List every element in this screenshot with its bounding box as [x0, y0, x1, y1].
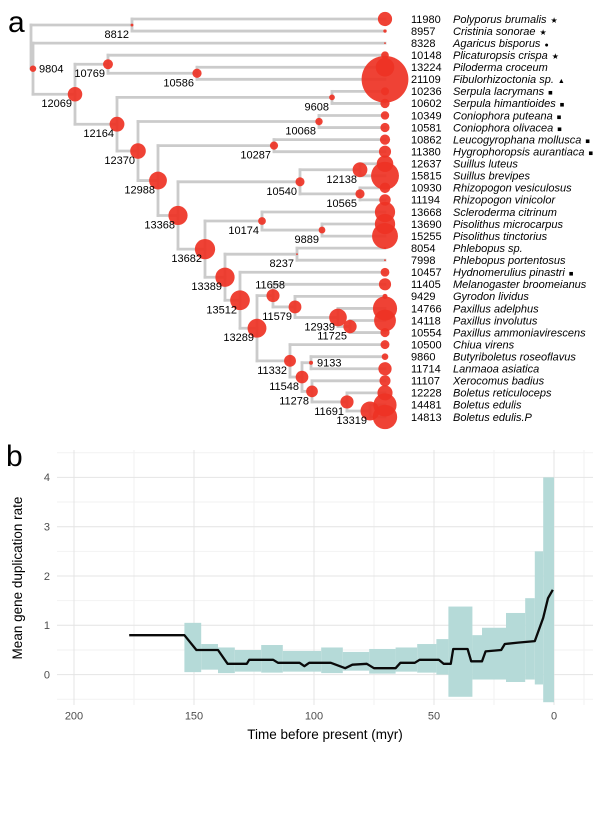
tree-node-label: 11332 — [257, 364, 287, 377]
tree-node-circle — [329, 95, 335, 101]
tree-node-label: 10174 — [228, 225, 259, 238]
x-tick-label: 100 — [304, 710, 324, 723]
tree-tip-label: 10930 Rhizopogon vesiculosus — [411, 182, 572, 195]
tree-node-label: 9804 — [39, 63, 64, 76]
y-tick-label: 1 — [43, 620, 50, 633]
tree-tip-label: 11107 Xerocomus badius — [411, 375, 545, 388]
tree-tip-label: 12228 Boletus reticuloceps — [411, 387, 552, 400]
tree-node-label: 12069 — [41, 98, 72, 111]
tree-tip-label: 11380 Hygrophoropsis aurantiaca ■ — [411, 146, 593, 159]
tree-tip-circle — [380, 123, 389, 132]
y-tick-label: 4 — [43, 472, 50, 485]
tree-tip-circle — [381, 340, 390, 349]
tree-node-label: 10287 — [240, 149, 271, 162]
tree-tip-label: 10236 Serpula lacrymans ■ — [411, 86, 553, 99]
band-segment — [321, 647, 343, 673]
tree-node-label: 9608 — [304, 101, 329, 114]
band-segment — [417, 644, 436, 673]
tree-tip-label: 9860 Butyriboletus roseoflavus — [411, 351, 576, 364]
band-segment — [369, 649, 395, 674]
tree-node-label: 12939 — [304, 321, 335, 334]
confidence-band — [184, 477, 554, 702]
y-tick-label: 0 — [43, 669, 50, 682]
tree-tip-circle — [380, 134, 390, 144]
tree-tip-label: 14118 Paxillus involutus — [411, 315, 538, 328]
tree-node-circle — [309, 361, 313, 365]
tree-tip-label: 10457 Hydnomerulius pinastri ■ — [411, 267, 574, 280]
tree-tip-circle — [379, 375, 390, 386]
band-segment — [396, 647, 418, 671]
panel-b-chart — [44, 450, 593, 723]
tree-tip-label: 14813 Boletus edulis.P — [411, 411, 532, 424]
tree-tip-label: 21109 Fibulorhizoctonia sp. ▲ — [411, 74, 565, 87]
panel-a-label: a — [8, 6, 25, 39]
tree-tip-circle — [373, 405, 397, 429]
tree-tip-circle — [372, 223, 398, 249]
tree-tip-circle — [380, 99, 389, 108]
x-axis-title: Time before present (myr) — [247, 727, 403, 742]
band-segment — [184, 623, 201, 672]
tree-node-label: 11278 — [279, 395, 309, 408]
tree-node-label: 8237 — [269, 258, 294, 271]
tree-tip-circle — [378, 12, 392, 26]
tree-tip-label: 8328 Agaricus bisporus ● — [411, 37, 549, 50]
tree-tip-label: 14481 Boletus edulis — [411, 399, 522, 412]
tree-tip-label: 15815 Suillus brevipes — [411, 170, 531, 183]
tree-tip-circle — [382, 353, 389, 360]
tree-node-label: 9889 — [294, 234, 319, 247]
tree-tip-label: 8957 Cristinia sonorae ★ — [411, 25, 547, 38]
tree-node-label: 10540 — [266, 185, 297, 198]
tree-tip-circle — [381, 87, 389, 95]
tree-node-label: 10586 — [163, 77, 194, 90]
tree-node-label: 9133 — [317, 357, 342, 370]
band-segment — [525, 598, 535, 679]
tree-tip-label: 10148 Plicaturopsis crispa ★ — [411, 49, 559, 62]
tree-tip-circle — [379, 278, 391, 290]
tree-node-label: 11548 — [269, 381, 299, 394]
chart-tick-labels — [44, 472, 557, 722]
tree-tip-label: 13224 Piloderma croceum — [411, 62, 548, 75]
tree-node-label: 10769 — [74, 68, 105, 81]
tree-tip-label: 14766 Paxillus adelphus — [411, 303, 539, 316]
y-tick-label: 2 — [43, 570, 50, 583]
tree-tip-label: 7998 Phlebopus portentosus — [411, 255, 566, 268]
tree-tip-circle — [381, 268, 390, 277]
tree-node-label: 13512 — [206, 304, 237, 317]
tree-tip-circle — [378, 362, 391, 375]
tree-tip-circle — [380, 183, 390, 193]
panel-a-tree — [30, 12, 594, 429]
tree-tip-label: 11714 Lanmaoa asiatica — [411, 363, 540, 376]
tree-tip-circle — [362, 56, 409, 103]
tree-node-label: 11579 — [262, 310, 292, 323]
x-tick-label: 200 — [64, 710, 84, 723]
tree-node-label: 11691 — [314, 405, 344, 418]
tree-node-circle — [131, 24, 134, 27]
tree-tip-circle — [380, 328, 389, 337]
tree-node-circle — [270, 142, 278, 150]
tree-tip-label: 10500 Chiua virens — [411, 339, 515, 352]
tree-tip-label: 11194 Rhizopogon vinicolor — [411, 194, 556, 207]
tree-node-label: 13682 — [171, 253, 202, 266]
tree-labels — [39, 14, 593, 427]
x-tick-label: 0 — [550, 710, 558, 723]
tree-node-label: 12164 — [83, 128, 114, 141]
tree-tip-label: 15255 Pisolithus tinctorius — [411, 230, 548, 243]
tree-node-circle — [315, 118, 322, 125]
tree-tip-circle — [381, 111, 389, 119]
tree-node-circle — [258, 217, 266, 225]
tree-tip-label: 13668 Scleroderma citrinum — [411, 206, 557, 219]
tree-node-label: 8812 — [104, 29, 129, 42]
tree-tip-label: 10349 Coniophora puteana ■ — [411, 110, 562, 123]
band-segment — [283, 651, 321, 672]
tree-tip-label: 13690 Pisolithus microcarpus — [411, 218, 564, 231]
tree-tip-label: 10862 Leucogyrophana mollusca ■ — [411, 134, 590, 147]
x-tick-label: 50 — [427, 710, 441, 723]
tree-tip-label: 12637 Suillus luteus — [411, 158, 518, 171]
y-axis-title: Mean gene duplication rate — [10, 496, 25, 660]
x-tick-label: 150 — [184, 710, 204, 723]
tree-tip-label: 10581 Coniophora olivacea ■ — [411, 122, 562, 135]
panel-b-label: b — [6, 440, 23, 473]
tree-node-label: 12138 — [326, 173, 357, 186]
tree-tip-label: 11405 Melanogaster broomeianus — [411, 279, 587, 292]
tree-node-label: 11725 — [317, 330, 347, 343]
tree-tip-circle — [384, 259, 386, 261]
band-segment — [506, 613, 525, 682]
tree-tip-circle — [383, 29, 386, 32]
band-segment — [201, 644, 218, 670]
tree-node-label: 13368 — [144, 219, 175, 232]
tree-node-circle — [296, 253, 298, 255]
band-segment — [436, 639, 448, 674]
tree-tip-label: 10602 Serpula himantioides ■ — [411, 98, 565, 111]
tree-node-label: 10565 — [326, 197, 357, 210]
tree-node-label: 12370 — [104, 155, 135, 168]
band-segment — [472, 635, 482, 679]
tree-tip-label: 9429 Gyrodon lividus — [411, 291, 529, 304]
tree-tip-label: 10554 Paxillus ammoniavirescens — [411, 327, 586, 340]
tree-node-label: 13289 — [223, 332, 254, 345]
band-segment — [535, 551, 543, 684]
tree-node-circle — [319, 227, 326, 234]
tree-node-label: 13389 — [191, 281, 222, 294]
tree-node-circle — [30, 65, 36, 71]
tree-node-label: 10068 — [285, 125, 316, 138]
y-tick-label: 3 — [43, 521, 50, 534]
tree-node-label: 13319 — [336, 414, 367, 427]
tree-tip-label: 8054 Phlebopus sp. — [411, 242, 523, 255]
tree-tip-label: 11980 Polyporus brumalis ★ — [411, 13, 558, 26]
tree-node-label: 12988 — [124, 184, 155, 197]
tree-tip-circle — [384, 247, 386, 249]
tree-node-label: 11658 — [255, 279, 285, 292]
tree-tip-circle — [384, 42, 386, 44]
